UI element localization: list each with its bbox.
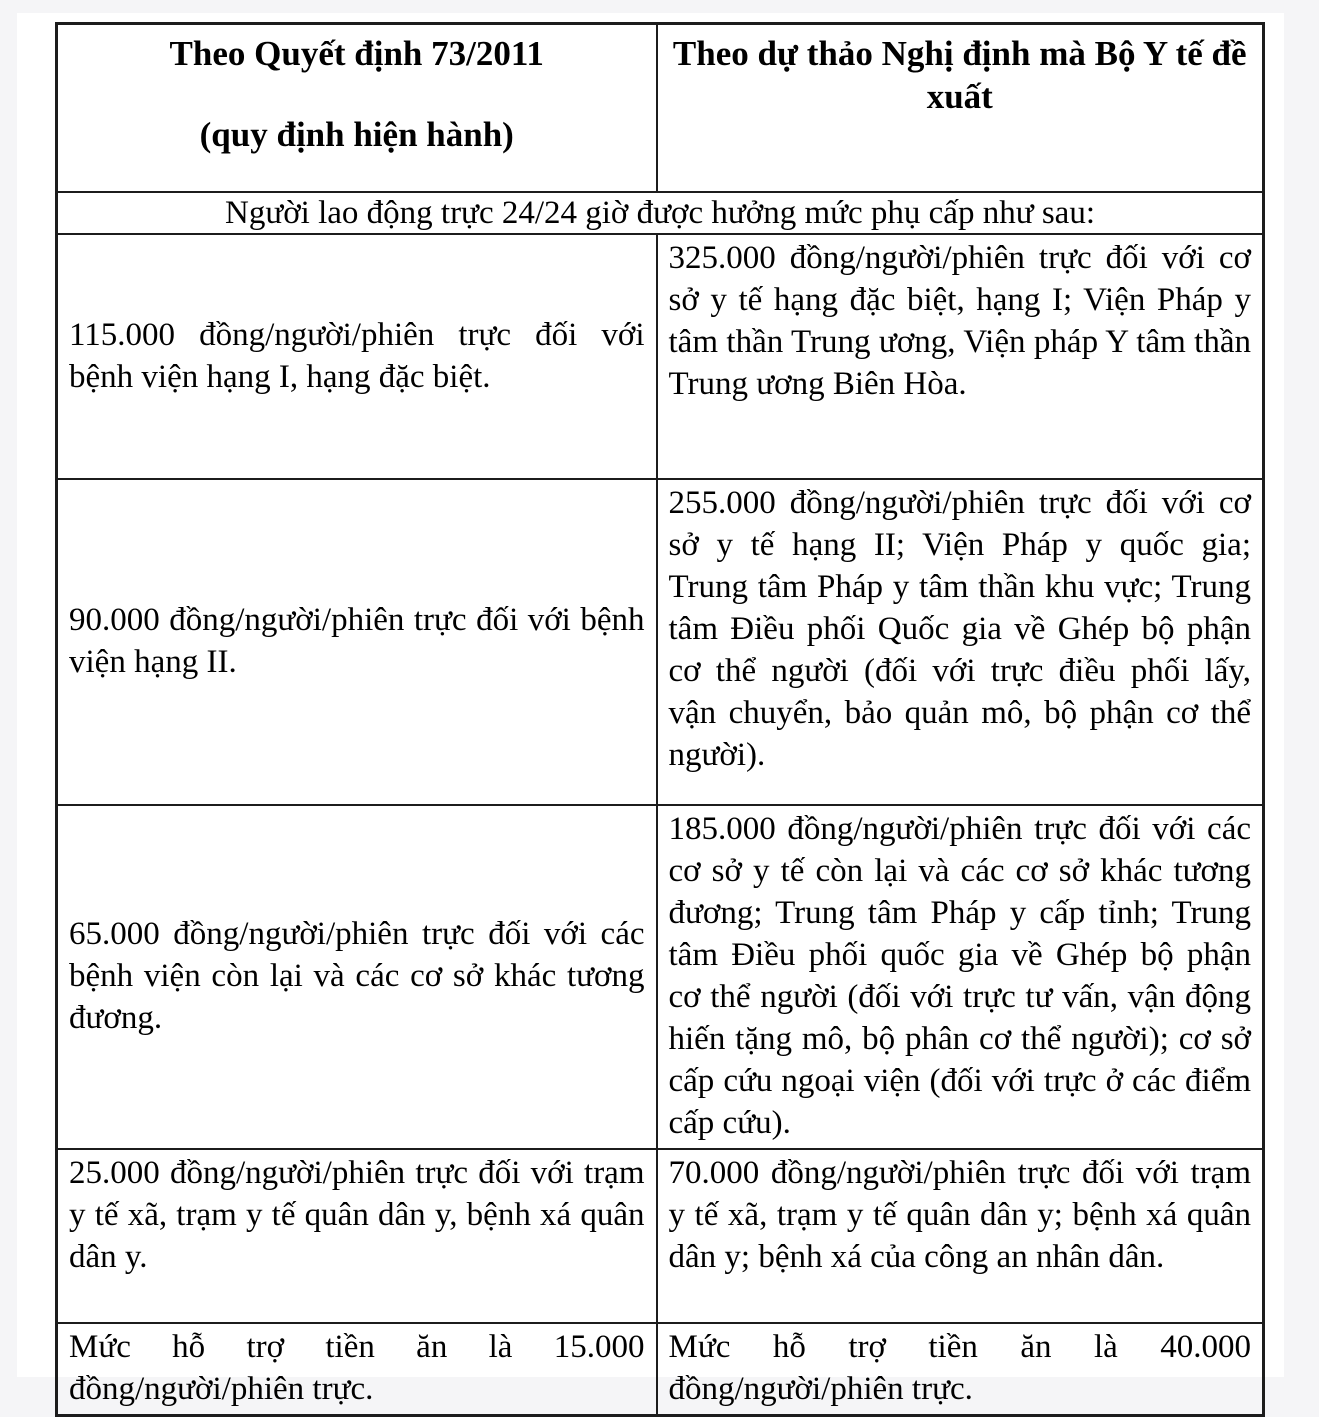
proposed-header-title: Theo dự thảo Nghị định mà Bộ Y tế đề xuất bbox=[672, 34, 1247, 116]
allowance-comparison-table bbox=[55, 22, 1265, 1417]
proposed-amount-special-class1: 325.000 đồng/người/phiên trực đối với cơ sở y tế hạng đặc biệt, hạng I; Viện Pháp y tâm thần Trung ương, Viện pháp Y tâm thần Trung ương Biên Hòa. bbox=[657, 234, 1264, 479]
current-amount-commune-stations: 25.000 đồng/người/phiên trực đối với trạm y tế xã, trạm y tế quân dân y, bệnh xá quân dân y. bbox=[57, 1149, 657, 1323]
table-row bbox=[57, 1149, 1264, 1323]
current-amount-other-hospitals: 65.000 đồng/người/phiên trực đối với các bệnh viện còn lại và các cơ sở khác tương đương. bbox=[57, 805, 657, 1149]
proposed-amount-other-facilities: 185.000 đồng/người/phiên trực đối với các cơ sở y tế còn lại và các cơ sở khác tương đương; Trung tâm Pháp y cấp tỉnh; Trung tâm Điều phối quốc gia về Ghép bộ phận cơ thể người (đối với trực tư vấn, vận động hiến tặng mô, bộ phân cơ thể người); cơ sở cấp cứu ngoại viện (đối với trực ở các điểm cấp cứu). bbox=[657, 805, 1264, 1149]
table-row bbox=[57, 234, 1264, 479]
header-row bbox=[57, 24, 1264, 193]
document-page bbox=[17, 13, 1284, 1407]
table-row bbox=[57, 805, 1264, 1149]
current-meal-allowance: Mức hỗ trợ tiền ăn là 15.000 đồng/người/phiên trực. bbox=[57, 1323, 657, 1416]
current-header-line2: (quy định hiện hành) bbox=[199, 114, 514, 154]
table-row bbox=[57, 1323, 1264, 1416]
column-header-current bbox=[57, 24, 657, 193]
column-header-proposed bbox=[657, 24, 1264, 193]
section-banner-row bbox=[57, 192, 1264, 234]
current-amount-hospital-class1: 115.000 đồng/người/phiên trực đối với bệnh viện hạng I, hạng đặc biệt. bbox=[57, 234, 657, 479]
current-amount-hospital-class2: 90.000 đồng/người/phiên trực đối với bệnh viện hạng II. bbox=[57, 479, 657, 805]
proposed-amount-commune-stations: 70.000 đồng/người/phiên trực đối với trạm y tế xã, trạm y tế quân dân y; bệnh xá quân dân y; bệnh xá của công an nhân dân. bbox=[657, 1149, 1264, 1323]
current-header-line1: Theo Quyết định 73/2011 bbox=[169, 34, 544, 73]
section-banner-text: Người lao động trực 24/24 giờ được hưởng mức phụ cấp như sau: bbox=[57, 192, 1264, 234]
proposed-amount-class2: 255.000 đồng/người/phiên trực đối với cơ sở y tế hạng II; Viện Pháp y quốc gia; Trung tâm Pháp y tâm thần khu vực; Trung tâm Điều phối Quốc gia về Ghép bộ phận cơ thể người (đối với trực điều phối lấy, vận chuyển, bảo quản mô, bộ phận cơ thể người). bbox=[657, 479, 1264, 805]
proposed-meal-allowance: Mức hỗ trợ tiền ăn là 40.000 đồng/người/phiên trực. bbox=[657, 1323, 1264, 1416]
table-row bbox=[57, 479, 1264, 805]
